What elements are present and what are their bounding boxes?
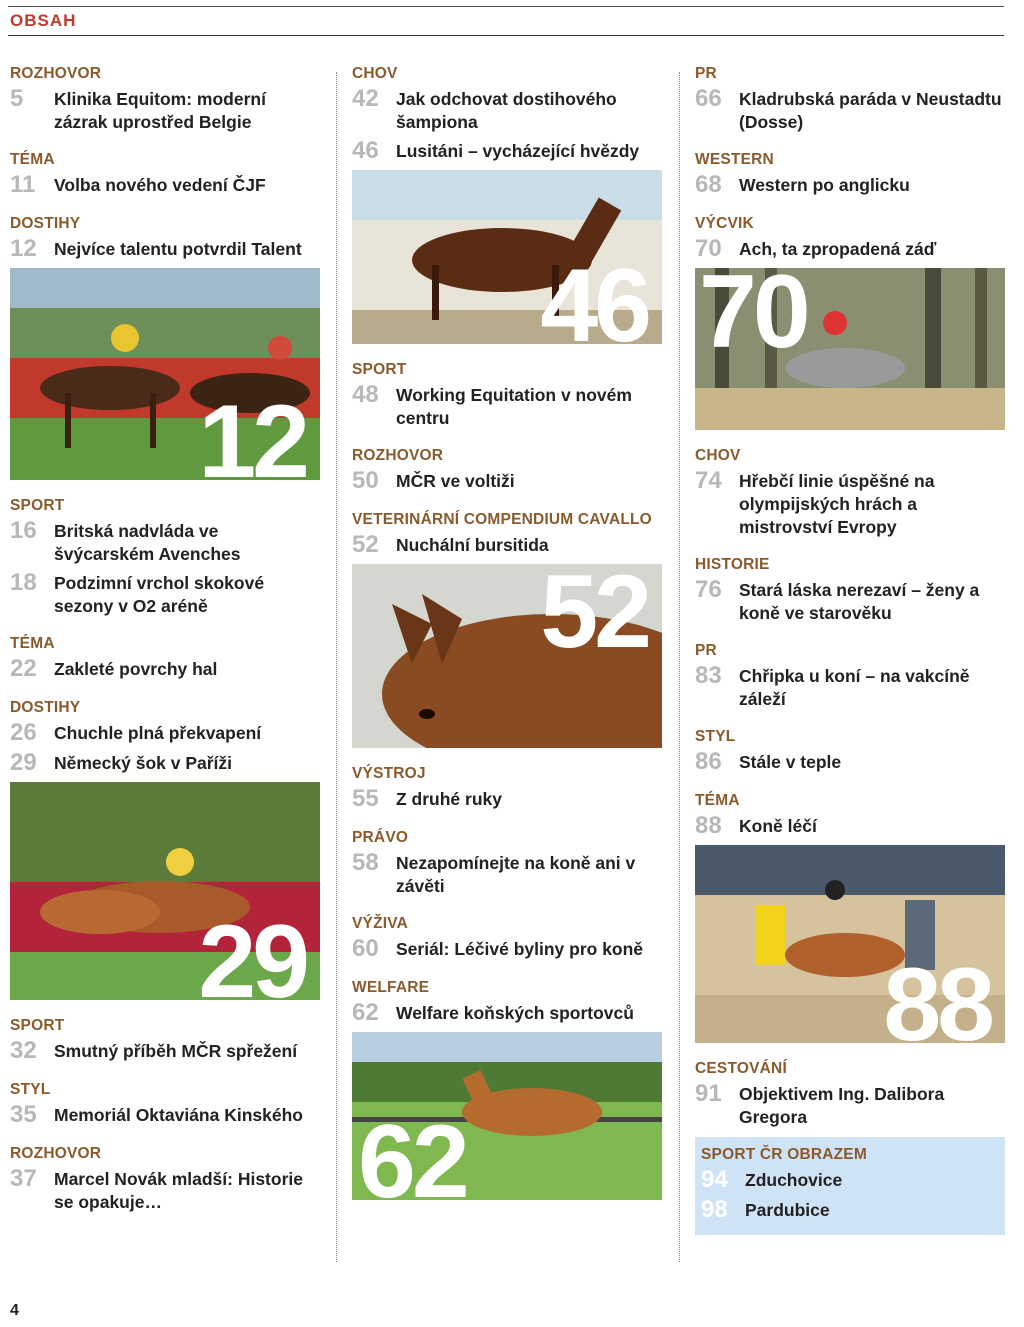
toc-entry[interactable] xyxy=(352,786,662,812)
article-title: Zduchovice xyxy=(745,1170,843,1190)
racing-photo[interactable] xyxy=(10,268,320,480)
horse-field-photo[interactable] xyxy=(352,1032,662,1200)
article-title: Německý šok v Paříži xyxy=(54,753,233,773)
article-title: Smutný příběh MČR spřežení xyxy=(54,1041,298,1061)
article-title: Podzimní vrchol skokové sezony v O2 aréně xyxy=(54,573,265,616)
horse-head-photo[interactable] xyxy=(352,564,662,748)
category-label: ROZHOVOR xyxy=(10,1145,102,1162)
page-number: 26 xyxy=(10,719,37,746)
category-label: TÉMA xyxy=(695,792,740,809)
toc-entry[interactable] xyxy=(10,656,320,682)
toc-section xyxy=(695,555,1005,625)
category-label: CESTOVÁNÍ xyxy=(695,1060,787,1077)
category-label: WELFARE xyxy=(352,979,430,996)
racing-photo[interactable] xyxy=(10,782,320,1000)
toc-entry[interactable] xyxy=(352,1000,662,1026)
page-number: 70 xyxy=(695,235,722,262)
toc-section xyxy=(352,510,662,558)
page-number: 62 xyxy=(352,999,379,1026)
toc-entry[interactable] xyxy=(695,663,1005,711)
category-label: VÝCVIK xyxy=(695,215,754,232)
toc-entry[interactable] xyxy=(352,86,662,134)
toc-entry[interactable] xyxy=(695,813,1005,839)
page-number: 66 xyxy=(695,85,722,112)
toc-entry[interactable] xyxy=(695,86,1005,134)
toc-section xyxy=(695,791,1005,839)
toc-entry[interactable] xyxy=(352,468,662,494)
toc-entry[interactable] xyxy=(701,1197,999,1223)
toc-section xyxy=(352,914,662,962)
toc-section xyxy=(10,1144,320,1214)
toc-entry[interactable] xyxy=(695,236,1005,262)
toc-entry[interactable] xyxy=(701,1167,999,1193)
page-number: 22 xyxy=(10,655,37,682)
page-number: 60 xyxy=(352,935,379,962)
article-title: Marcel Novák mladší: Historie se opakuje… xyxy=(54,1169,303,1212)
article-title: Stará láska nerezaví – ženy a koně ve starověku xyxy=(739,580,980,623)
category-label: VETERINÁRNÍ COMPENDIUM CAVALLO xyxy=(352,511,652,528)
toc-section xyxy=(352,360,662,430)
feature-page-number: 62 xyxy=(358,1104,466,1200)
category-label: WESTERN xyxy=(695,151,774,168)
toc-entry[interactable] xyxy=(10,172,320,198)
category-label: PR xyxy=(695,65,717,82)
horse-photo[interactable] xyxy=(352,170,662,344)
feature-page-number: 52 xyxy=(540,564,648,670)
toc-entry[interactable] xyxy=(352,532,662,558)
article-title: Objektivem Ing. Dalibora Gregora xyxy=(739,1084,945,1127)
feature-page-number: 46 xyxy=(540,248,648,344)
category-label: DOSTIHY xyxy=(10,699,81,716)
toc-entry[interactable] xyxy=(10,570,320,618)
toc-section xyxy=(10,1016,320,1064)
article-title: Stále v teple xyxy=(739,752,842,772)
toc-section xyxy=(352,446,662,494)
article-title: Nejvíce talentu potvrdil Talent xyxy=(54,239,302,259)
column-separator xyxy=(336,72,337,1262)
category-label: PRÁVO xyxy=(352,829,409,846)
article-title: Britská nadvláda ve švýcarském Avenches xyxy=(54,521,241,564)
page-number: 16 xyxy=(10,517,37,544)
article-title: Klinika Equitom: moderní zázrak uprostřed Belgie xyxy=(54,89,266,132)
toc-entry[interactable] xyxy=(10,518,320,566)
category-label: STYL xyxy=(10,1081,51,1098)
toc-section xyxy=(352,828,662,898)
page-number: 12 xyxy=(10,235,37,262)
page-number: 74 xyxy=(695,467,722,494)
toc-entry[interactable] xyxy=(10,86,320,134)
toc-section xyxy=(695,64,1005,134)
article-title: Ach, ta zpropadená záď xyxy=(739,239,937,259)
article-title: Zakleté povrchy hal xyxy=(54,659,218,679)
page-number: 55 xyxy=(352,785,379,812)
toc-section xyxy=(695,727,1005,775)
article-title: Volba nového vedení ČJF xyxy=(54,175,266,195)
feature-page-number: 12 xyxy=(198,384,306,480)
category-label: ROZHOVOR xyxy=(352,447,444,464)
page-number: 37 xyxy=(10,1165,37,1192)
toc-section xyxy=(352,764,662,812)
category-label: CHOV xyxy=(352,65,398,82)
category-label: VÝSTROJ xyxy=(352,765,426,782)
page-number: 52 xyxy=(352,531,379,558)
article-title: Hřebčí linie úspěšné na olympijských hrách a mistrovství Evropy xyxy=(739,471,935,537)
article-title: Pardubice xyxy=(745,1200,830,1220)
feature-page-number: 88 xyxy=(883,947,991,1043)
toc-section xyxy=(695,446,1005,539)
toc-section xyxy=(695,214,1005,262)
highlight-box xyxy=(695,1137,1005,1235)
toc-entry[interactable] xyxy=(10,1038,320,1064)
category-label: SPORT xyxy=(352,361,407,378)
category-label: DOSTIHY xyxy=(10,215,81,232)
page-number: 88 xyxy=(695,812,722,839)
article-title: Chuchle plná překvapení xyxy=(54,723,262,743)
toc-column-2 xyxy=(352,60,662,1216)
toc-section xyxy=(352,978,662,1026)
category-label: SPORT xyxy=(10,497,65,514)
toc-section xyxy=(695,641,1005,711)
page-number: 5 xyxy=(10,85,24,112)
category-label: PR xyxy=(695,642,717,659)
toc-column-1 xyxy=(10,60,320,1218)
toc-section xyxy=(10,64,320,134)
page-number: 29 xyxy=(10,749,37,776)
page-number: 91 xyxy=(695,1080,722,1107)
page-number: 18 xyxy=(10,569,37,596)
toc-entry[interactable] xyxy=(10,750,320,776)
toc-section xyxy=(10,1080,320,1128)
page-number: 42 xyxy=(352,85,379,112)
article-title: Western po anglicku xyxy=(739,175,910,195)
article-title: Kladrubská paráda v Neustadtu (Dosse) xyxy=(739,89,1002,132)
toc-entry[interactable] xyxy=(10,236,320,262)
toc-entry[interactable] xyxy=(352,936,662,962)
top-rule xyxy=(8,6,1004,7)
toc-entry[interactable] xyxy=(352,138,662,164)
article-title: Koně léčí xyxy=(739,816,817,836)
toc-entry[interactable] xyxy=(352,382,662,430)
toc-entry[interactable] xyxy=(695,749,1005,775)
page-number: 94 xyxy=(701,1166,728,1193)
category-label: SPORT ČR OBRAZEM xyxy=(701,1146,867,1163)
toc-section xyxy=(10,214,320,262)
page-number: 32 xyxy=(10,1037,37,1064)
category-label: CHOV xyxy=(695,447,741,464)
toc-section xyxy=(695,150,1005,198)
toc-section xyxy=(695,1059,1005,1129)
feature-page-number: 70 xyxy=(699,268,807,370)
article-title: Z druhé ruky xyxy=(396,789,502,809)
toc-entry[interactable] xyxy=(695,172,1005,198)
category-label: VÝŽIVA xyxy=(352,915,409,932)
article-title: Jak odchovat dostihového šampiona xyxy=(396,89,617,132)
page-number: 98 xyxy=(701,1196,728,1223)
page-number: 58 xyxy=(352,849,379,876)
page-number: 76 xyxy=(695,576,722,603)
toc-section xyxy=(10,698,320,776)
category-label: TÉMA xyxy=(10,635,55,652)
header-rule xyxy=(8,35,1004,36)
category-label: HISTORIE xyxy=(695,556,770,573)
article-title: Welfare koňských sportovců xyxy=(396,1003,634,1023)
article-title: Working Equitation v novém centru xyxy=(396,385,632,428)
toc-entry[interactable] xyxy=(352,850,662,898)
category-label: STYL xyxy=(695,728,736,745)
page-number: 68 xyxy=(695,171,722,198)
therapy-riding-photo[interactable] xyxy=(695,845,1005,1043)
article-title: Seriál: Léčivé byliny pro koně xyxy=(396,939,644,959)
toc-entry[interactable] xyxy=(695,577,1005,625)
folio-page-number: 4 xyxy=(10,1302,19,1319)
toc-entry[interactable] xyxy=(10,720,320,746)
feature-page-number: 29 xyxy=(198,904,306,1000)
article-title: Nuchální bursitida xyxy=(396,535,549,555)
toc-section xyxy=(10,150,320,198)
article-title: Lusitáni – vycházející hvězdy xyxy=(396,141,640,161)
column-separator xyxy=(679,72,680,1262)
page-number: 11 xyxy=(10,171,36,198)
toc-section xyxy=(10,634,320,682)
toc-section xyxy=(352,64,662,164)
category-label: TÉMA xyxy=(10,151,55,168)
article-title: Nezapomínejte na koně ani v závěti xyxy=(396,853,636,896)
toc-column-3 xyxy=(695,60,1005,1235)
category-label: SPORT xyxy=(10,1017,65,1034)
page-number: 83 xyxy=(695,662,722,689)
article-title: Chřipka u koní – na vakcíně záleží xyxy=(739,666,970,709)
page-number: 46 xyxy=(352,137,379,164)
toc-entry[interactable] xyxy=(10,1102,320,1128)
toc-entry[interactable] xyxy=(695,468,1005,539)
article-title: MČR ve voltiži xyxy=(396,471,515,491)
page-number: 35 xyxy=(10,1101,37,1128)
page-number: 48 xyxy=(352,381,379,408)
page-number: 86 xyxy=(695,748,722,775)
toc-section xyxy=(10,496,320,618)
page-title: OBSAH xyxy=(10,11,77,30)
toc-entry[interactable] xyxy=(695,1081,1005,1129)
toc-entry[interactable] xyxy=(10,1166,320,1214)
forest-riding-photo[interactable] xyxy=(695,268,1005,430)
page-number: 50 xyxy=(352,467,379,494)
article-title: Memoriál Oktaviána Kinského xyxy=(54,1105,303,1125)
category-label: ROZHOVOR xyxy=(10,65,102,82)
